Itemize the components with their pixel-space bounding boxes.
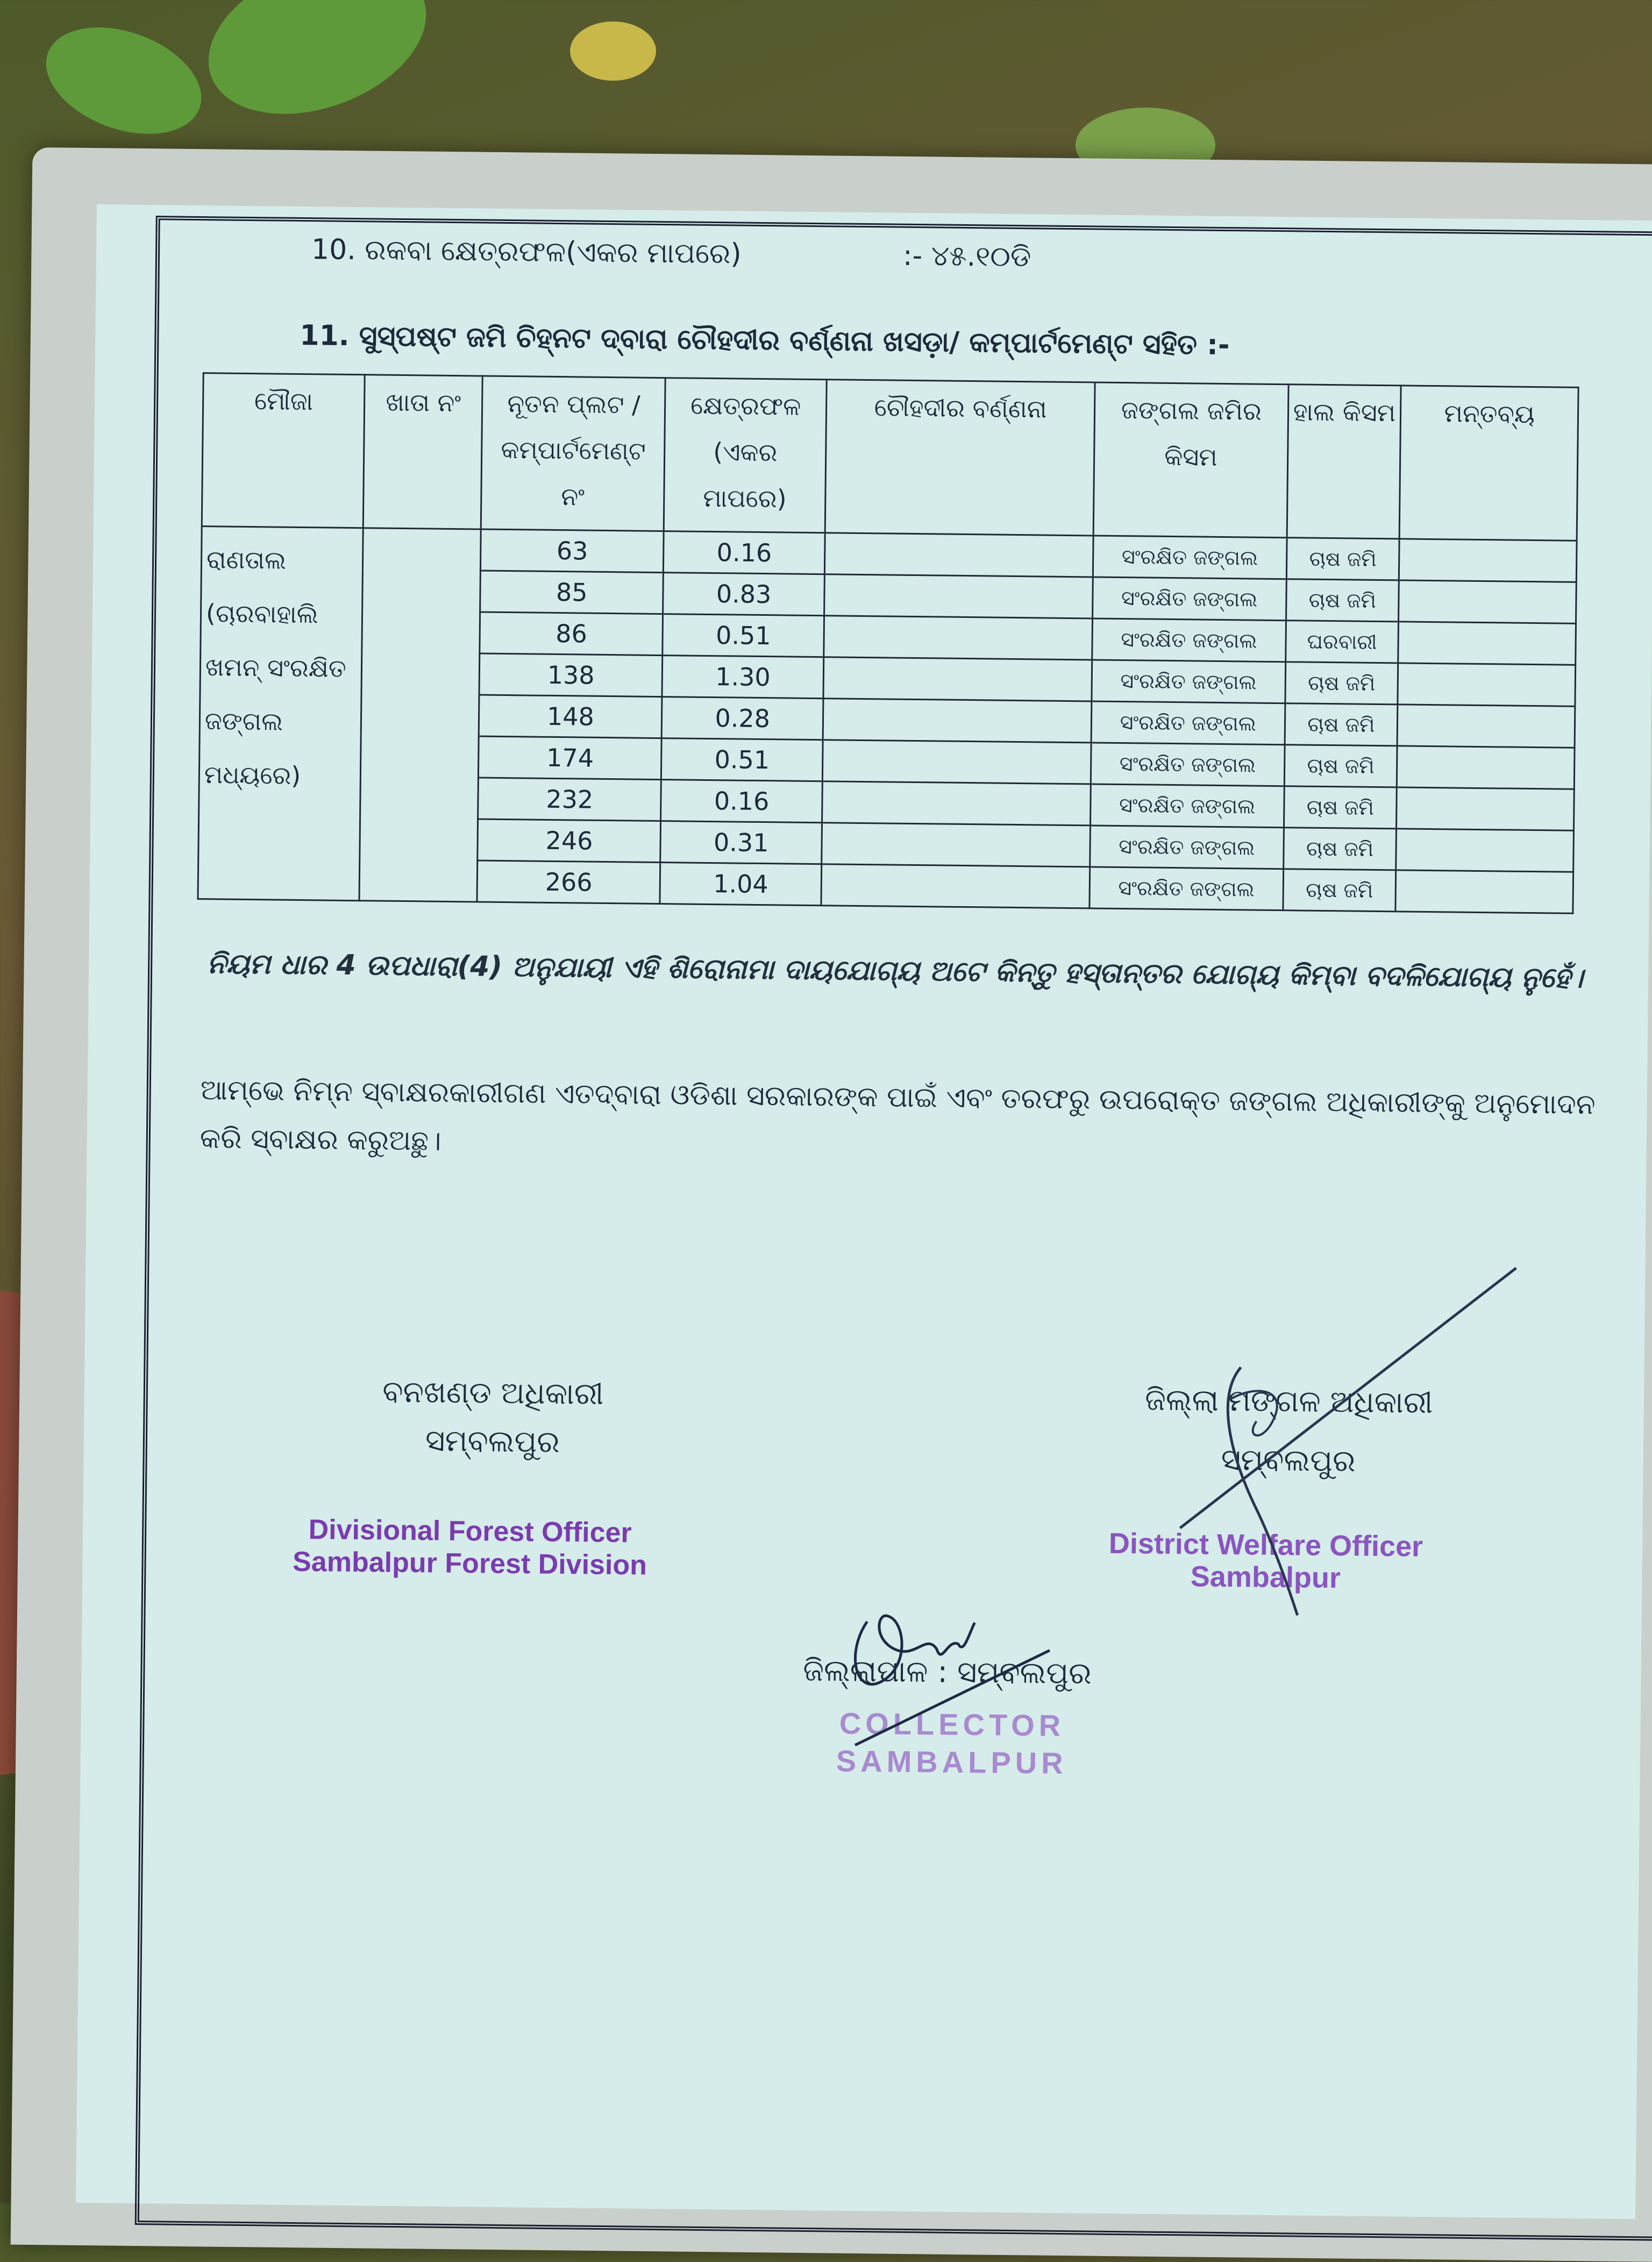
current-type-cell: ଚାଷ ଜମି	[1285, 662, 1398, 705]
dwo-place: ସମ୍ବଲପୁର	[1221, 1442, 1356, 1479]
remarks-cell	[1396, 829, 1573, 872]
forest-type-cell: ସଂରକ୍ଷିତ ଜଙ୍ଗଲ	[1091, 743, 1284, 786]
boundary-cell	[824, 574, 1093, 618]
area-cell: 0.51	[663, 614, 824, 657]
remarks-cell	[1398, 622, 1576, 665]
boundary-cell	[823, 699, 1092, 743]
boundary-cell	[822, 823, 1091, 867]
dwo-stamp-line2: Sambalpur	[1190, 1560, 1341, 1595]
remarks-cell	[1397, 705, 1575, 748]
remarks-cell	[1397, 787, 1574, 830]
remarks-cell	[1395, 870, 1573, 913]
plot-cell: 138	[479, 653, 663, 697]
forest-type-cell: ସଂରକ୍ଷିତ ଜଙ୍ଗଲ	[1093, 577, 1286, 621]
table-header-row	[202, 373, 1578, 541]
remarks-cell	[1399, 580, 1576, 623]
declaration-text: ଆମ୍ଭେ ନିମ୍ନ ସ୍ବାକ୍ଷରକାରୀଗଣ ଏତଦ୍ବାରା ଓଡିଶା ସରକାରଙ୍କ ପାଇଁ ଏବଂ ତରଫରୁ ଉପରୋକ୍ତ ଜଙ୍ଗଲ ଅଧିକାରୀଙ୍କୁ ଅନୁମୋଦନ କରି ସ୍ବାକ୍ଷର କରୁଅଛୁ।	[200, 1074, 1596, 1157]
collector-signature	[834, 1589, 1104, 1764]
remarks-cell	[1397, 746, 1575, 789]
plot-cell: 246	[478, 819, 661, 863]
current-type-cell: ଚାଷ ଜମି	[1283, 828, 1397, 870]
collector-title: ଜିଲ୍ଲାପାଳ : ସମ୍ବଲପୁର	[802, 1653, 1092, 1691]
village-cell: ରାଣତାଲ (ଚାରବାହାଲି ଖମନ୍ ସଂରକ୍ଷିତ ଜଙ୍ଗଲ ମଧ୍ୟରେ)	[198, 527, 363, 901]
item-10-label: 10. ରକବା କ୍ଷେତ୍ରଫଳ(ଏକର ମାପରେ)	[311, 233, 742, 271]
dfo-title: ବନଖଣ୍ଡ ଅଧିକାରୀ	[382, 1374, 604, 1412]
header-khata-no: ଖାତା ନଂ	[363, 375, 483, 529]
dfo-stamp-line2: Sambalpur Forest Division	[292, 1546, 647, 1581]
header-current-type: ହାଲ କିସମ	[1287, 385, 1401, 539]
header-plot-no: ନୂତନ ପ୍ଲଟ / କମ୍ପାର୍ଟମେଣ୍ଟ ନଂ	[481, 376, 666, 531]
boundary-cell	[822, 740, 1091, 784]
plot-cell: 86	[480, 612, 663, 656]
header-boundary: ଚୌହଦୀର ବର୍ଣ୍ଣନା	[825, 380, 1095, 536]
dwo-signature	[1147, 1259, 1527, 1639]
forest-type-cell: ସଂରକ୍ଷିତ ଜଙ୍ଗଲ	[1092, 618, 1286, 662]
boundary-cell	[822, 781, 1091, 826]
dwo-title: ଜିଲ୍ଲା ମଙ୍ଗଳ ଅଧିକାରୀ	[1144, 1382, 1433, 1421]
forest-type-cell: ସଂରକ୍ଷିତ ଜଙ୍ଗଲ	[1092, 660, 1285, 703]
area-cell: 0.16	[664, 531, 825, 574]
current-type-cell: ଚାଷ ଜମି	[1286, 579, 1399, 622]
dwo-stamp-line1: District Welfare Officer	[1108, 1527, 1423, 1563]
dfo-place: ସମ୍ବଲପୁର	[425, 1423, 560, 1460]
boundary-cell	[823, 657, 1092, 701]
plot-cell: 85	[480, 571, 664, 614]
forest-type-cell: ସଂରକ୍ଷିତ ଜଙ୍ଗଲ	[1090, 867, 1283, 911]
dfo-stamp-line1: Divisional Forest Officer	[308, 1514, 632, 1549]
item-10-value: :- ୪୫.୧୦ଡି	[902, 239, 1031, 274]
collector-stamp-line1: COLLECTOR	[839, 1706, 1065, 1743]
plot-cell: 266	[477, 860, 660, 904]
area-cell: 0.16	[661, 780, 823, 823]
boundary-cell	[821, 864, 1090, 908]
plot-cell: 148	[479, 695, 663, 738]
plot-cell: 232	[478, 778, 661, 821]
land-records-table	[197, 372, 1579, 914]
plot-cell: 174	[479, 736, 662, 780]
plot-cell: 63	[481, 529, 664, 573]
area-cell: 0.51	[661, 738, 823, 781]
khata-cell	[359, 528, 481, 902]
rule-note: ନିୟମ ଧାର 4 ଉପଧାରା(4) ଅନୁଯାୟୀ ଏହି ଶିରୋନାମା ଦାୟଯୋଗ୍ୟ ଅଟେ କିନ୍ତୁ ହସ୍ତାନ୍ତର ଯୋଗ୍ୟ କିମ୍ବା ବଦଳିଯୋଗ୍ୟ ନୁହେଁ।	[206, 948, 1584, 995]
remarks-cell	[1398, 663, 1575, 706]
forest-type-cell: ସଂରକ୍ଷିତ ଜଙ୍ଗଲ	[1090, 826, 1284, 869]
current-type-cell: ଚାଷ ଜମି	[1284, 786, 1397, 829]
header-mouza: ମୌଜା	[202, 373, 365, 528]
background-leaf	[31, 8, 216, 154]
forest-type-cell: ସଂରକ୍ଷିତ ଜଙ୍ଗଲ	[1093, 536, 1286, 579]
item-11-heading: 11. ସୁସ୍ପଷ୍ଟ ଜମି ଚିହ୍ନଟ ଦ୍ବାରା ଚୌହଦୀର ବର୍ଣ୍ଣନା ଖସଡ଼ା/ କମ୍ପାର୍ଟମେଣ୍ଟ ସହିତ :-	[300, 319, 1230, 362]
boundary-cell	[824, 533, 1093, 577]
header-area: କ୍ଷେତ୍ରଫଳ (ଏକର ମାପରେ)	[664, 378, 827, 533]
document-page	[76, 204, 1652, 2219]
header-forest-land-type: ଜଙ୍ଗଲ ଜମିର କିସମ	[1093, 382, 1288, 538]
background-leaf	[570, 22, 656, 81]
area-cell: 0.28	[661, 697, 823, 740]
header-remarks: ମନ୍ତବ୍ୟ	[1399, 386, 1578, 540]
current-type-cell: ଚାଷ ଜମି	[1283, 869, 1396, 912]
forest-type-cell: ସଂରକ୍ଷିତ ଜଙ୍ଗଲ	[1091, 784, 1284, 828]
forest-type-cell: ସଂରକ୍ଷିତ ଜଙ୍ଗଲ	[1091, 701, 1285, 745]
current-type-cell: ଘରବାରୀ	[1285, 621, 1399, 663]
area-cell: 1.30	[662, 656, 824, 699]
background-leaf	[187, 0, 447, 142]
area-cell: 0.83	[663, 573, 825, 616]
collector-stamp-line2: SAMBALPUR	[836, 1744, 1067, 1781]
boundary-cell	[824, 616, 1093, 660]
area-cell: 1.04	[660, 863, 822, 906]
remarks-cell	[1399, 539, 1577, 582]
current-type-cell: ଚାଷ ଜମି	[1286, 538, 1400, 580]
current-type-cell: ଚାଷ ଜମି	[1284, 745, 1398, 787]
area-cell: 0.31	[660, 821, 822, 864]
current-type-cell: ଚାଷ ଜମି	[1285, 703, 1398, 746]
